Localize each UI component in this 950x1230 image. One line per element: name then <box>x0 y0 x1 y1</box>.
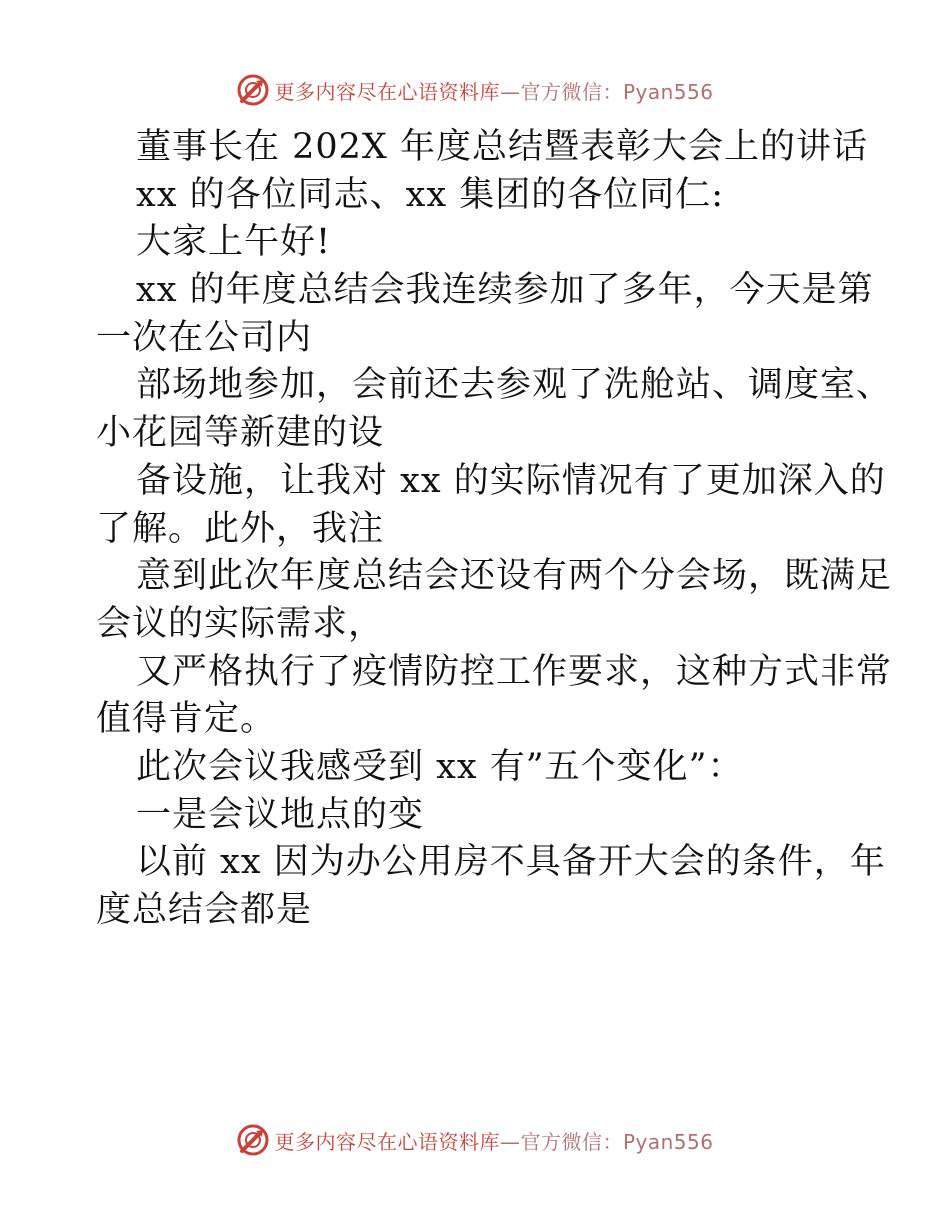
salutation: xx 的各位同志、xx 集团的各位同仁: <box>136 174 724 215</box>
body-line: 以前 xx 因为办公用房不具备开大会的条件，年 <box>136 842 886 883</box>
body-line: 值得肯定。 <box>96 699 277 740</box>
body-line: 一次在公司内 <box>96 317 313 358</box>
body-line: 了解。此外，我注 <box>96 508 385 549</box>
footer-banner-text: 更多内容尽在心语资料库—官方微信：Pyan556 <box>274 1129 714 1154</box>
brand-logo-icon <box>236 73 270 107</box>
footer-banner <box>0 1120 950 1160</box>
body-line: 意到此次年度总结会还设有两个分会场，既满足 <box>136 556 893 597</box>
body-line: 又严格执行了疫情防控工作要求，这种方式非常 <box>136 651 893 692</box>
body-line: 此次会议我感受到 xx 有”五个变化”： <box>136 746 744 787</box>
body-line: 会议的实际需求， <box>96 603 385 644</box>
greeting: 大家上午好! <box>136 222 332 263</box>
section-heading: 一是会议地点的变 <box>136 794 425 835</box>
body-line: 备设施，让我对 xx 的实际情况有了更加深入的 <box>136 460 886 501</box>
header-banner <box>0 70 950 110</box>
brand-logo-icon <box>236 1123 270 1157</box>
body-line: 部场地参加，会前还去参观了洗舱站、调度室、 <box>136 365 893 406</box>
body-line: 小花园等新建的设 <box>96 413 385 454</box>
document-body <box>96 124 893 935</box>
header-banner-text: 更多内容尽在心语资料库—官方微信：Pyan556 <box>274 79 714 104</box>
body-line: xx 的年度总结会我连续参加了多年，今天是第 <box>136 270 874 311</box>
document-title: 董事长在 202X 年度总结暨表彰大会上的讲话 <box>136 127 868 167</box>
body-line: 度总结会都是 <box>96 890 313 930</box>
